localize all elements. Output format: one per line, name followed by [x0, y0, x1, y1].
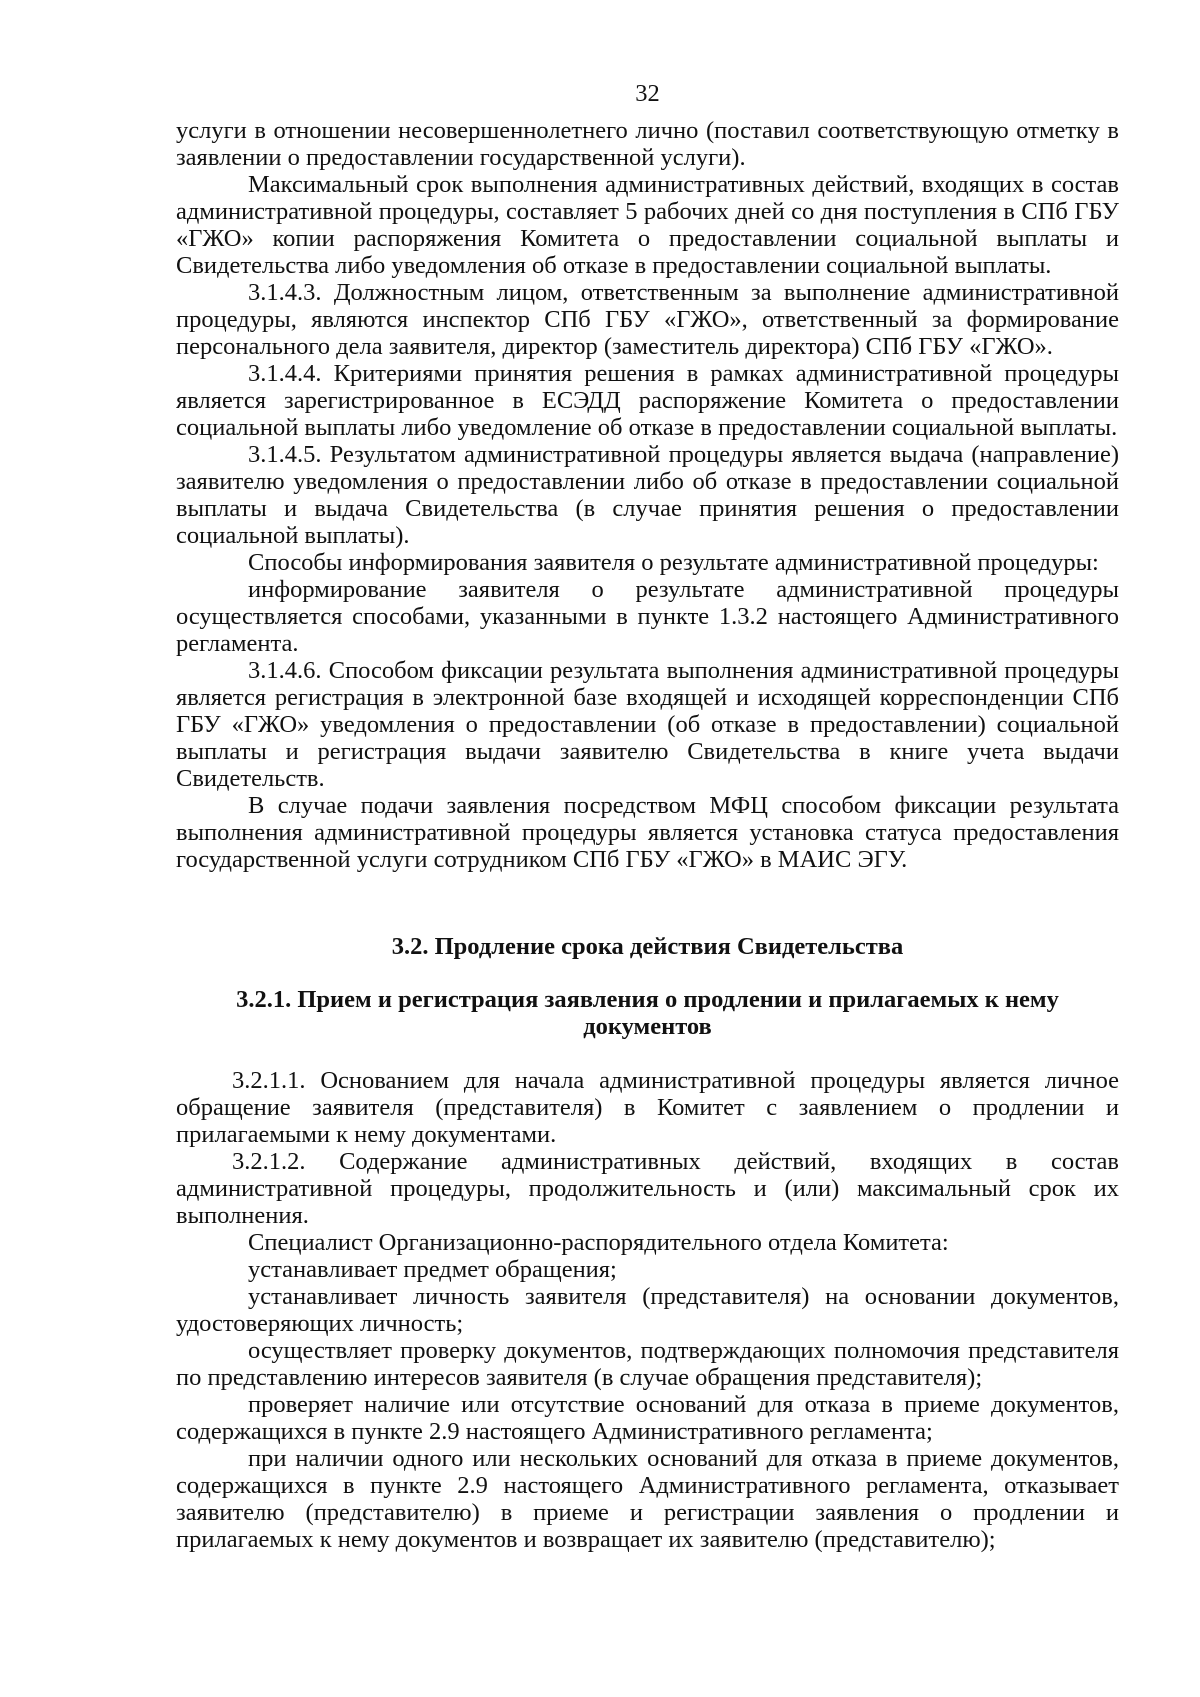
paragraph: устанавливает предмет обращения; — [248, 1256, 617, 1283]
paragraph: Специалист Организационно-распорядительного отдела Комитета: — [248, 1229, 949, 1256]
paragraph: 3.2.1.1. Основанием для начала административной процедуры является личное обращение заявителя (представителя) в Комитет с заявлением о продлении и прилагаемыми к нему документами. — [176, 1067, 1119, 1148]
paragraph: при наличии одного или нескольких оснований для отказа в приеме документов, содержащихся в пункте 2.9 настоящего Административного регламента, отказывает заявителю (представителю) в приеме и регистрации заявления о продлении и прилагаемых к нему документов и возвращает их заявителю (представителю); — [176, 1445, 1119, 1553]
paragraph: Максимальный срок выполнения административных действий, входящих в состав административной процедуры, составляет 5 рабочих дней со дня поступления в СПб ГБУ «ГЖО» копии распоряжения Комитета о предоставлении социальной выплаты и Свидетельства либо уведомления об отказе в предоставлении социальной выплаты. — [176, 171, 1119, 279]
page-number: 32 — [635, 80, 660, 107]
paragraph: осуществляет проверку документов, подтверждающих полномочия представителя по представлению интересов заявителя (в случае обращения представителя); — [176, 1337, 1119, 1391]
paragraph: устанавливает личность заявителя (представителя) на основании документов, удостоверяющих личность; — [176, 1283, 1119, 1337]
subsection-heading: 3.2.1. Прием и регистрация заявления о продлении и прилагаемых к нему документов — [236, 986, 1059, 1040]
section-heading: 3.2. Продление срока действия Свидетельства — [391, 933, 904, 960]
paragraph: 3.1.4.5. Результатом административной процедуры является выдача (направление) заявителю уведомления о предоставлении либо об отказе в предоставлении социальной выплаты и выдача Свидетельства (в случае принятия решения о предоставлении социальной выплаты). — [176, 441, 1119, 549]
paragraph: 3.1.4.3. Должностным лицом, ответственным за выполнение административной процедуры, являются инспектор СПб ГБУ «ГЖО», ответственный за формирование персонального дела заявителя, директор (заместитель директора) СПб ГБУ «ГЖО». — [176, 279, 1119, 360]
paragraph: 3.1.4.6. Способом фиксации результата выполнения административной процедуры является регистрация в электронной базе входящей и исходящей корреспонденции СПб ГБУ «ГЖО» уведомления о предоставлении (об отказе в предоставлении) социальной выплаты и регистрация выдачи заявителю Свидетельства в книге учета выдачи Свидетельств. — [176, 657, 1119, 792]
paragraph: В случае подачи заявления посредством МФЦ способом фиксации результата выполнения административной процедуры является установка статуса предоставления государственной услуги сотрудником СПб ГБУ «ГЖО» в МАИС ЭГУ. — [176, 792, 1119, 873]
paragraph: проверяет наличие или отсутствие оснований для отказа в приеме документов, содержащихся в пункте 2.9 настоящего Административного регламента; — [176, 1391, 1119, 1445]
paragraph: информирование заявителя о результате административной процедуры осуществляется способами, указанными в пункте 1.3.2 настоящего Административного регламента. — [176, 576, 1119, 657]
paragraph: услуги в отношении несовершеннолетнего лично (поставил соответствующую отметку в заявлении о предоставлении государственной услуги). — [176, 117, 1119, 171]
paragraph: Способы информирования заявителя о результате административной процедуры: — [248, 549, 1099, 576]
paragraph: 3.1.4.4. Критериями принятия решения в рамках административной процедуры является зарегистрированное в ЕСЭДД распоряжение Комитета о предоставлении социальной выплаты либо уведомление об отказе в предоставлении социальной выплаты. — [176, 360, 1119, 441]
paragraph: 3.2.1.2. Содержание административных действий, входящих в состав административной процедуры, продолжительность и (или) максимальный срок их выполнения. — [176, 1148, 1119, 1229]
